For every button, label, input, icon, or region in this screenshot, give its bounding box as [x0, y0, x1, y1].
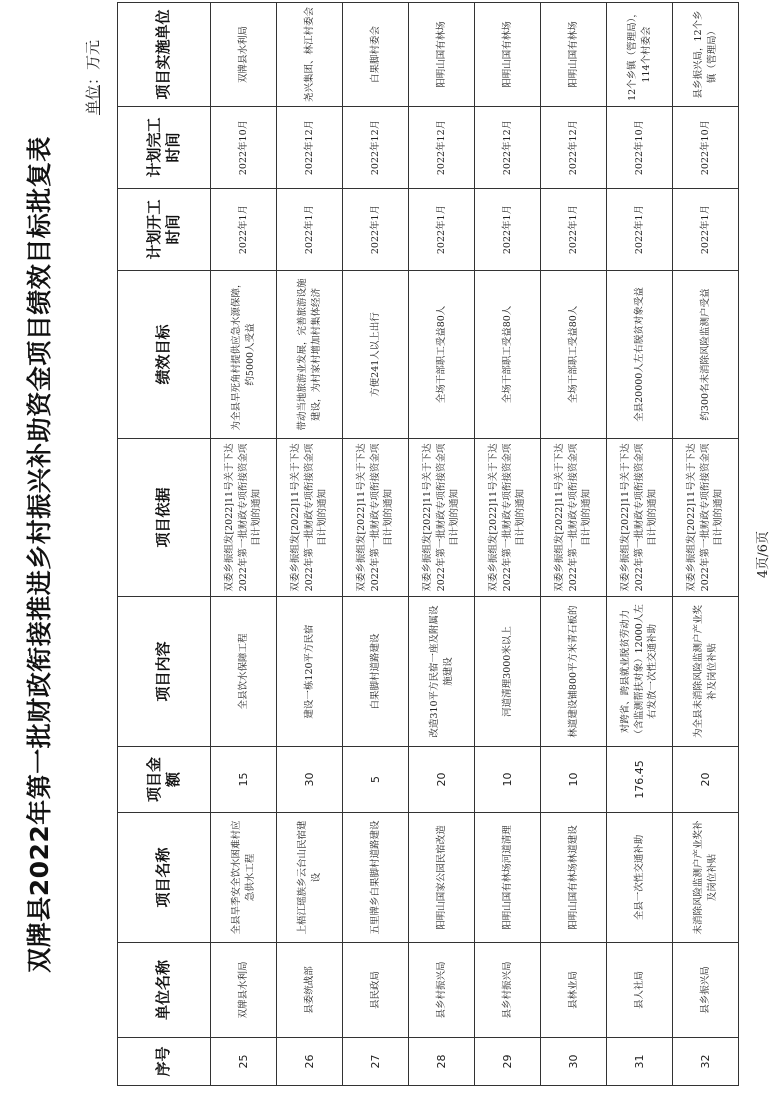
cell-amount: 5	[343, 747, 409, 813]
cell-start: 2022年1月	[607, 189, 673, 271]
cell-project-name: 未消除风险监测户产业奖补及岗位补贴	[673, 813, 739, 943]
cell-end: 2022年12月	[343, 107, 409, 189]
header-goal: 绩效目标	[118, 271, 211, 439]
cell-content: 全县饮水保障工程	[211, 597, 277, 747]
table-header-row	[118, 3, 211, 1086]
unit-value: 万元	[84, 40, 102, 71]
cell-basis: 双委乡振组发[2022]11号关于下达2022年第一批财政专项衔接资金项目计划的通知	[475, 439, 541, 597]
cell-impl: 12个乡镇（管理局），114个村委会	[607, 3, 673, 107]
cell-project-name: 五里牌乡白果脚村道路建设	[343, 813, 409, 943]
cell-impl: 阳明山国有林场	[475, 3, 541, 107]
cell-project-name: 阳明山国有林场林道建设	[541, 813, 607, 943]
header-project-name: 项目名称	[118, 813, 211, 943]
cell-goal: 约300名未消除风险监测户受益	[673, 271, 739, 439]
cell-impl: 阳明山国有林场	[541, 3, 607, 107]
cell-no: 29	[475, 1038, 541, 1086]
cell-end: 2022年10月	[607, 107, 673, 189]
table-row	[541, 3, 607, 1086]
cell-dept: 县林业局	[541, 943, 607, 1038]
cell-basis: 双委乡振组发[2022]11号关于下达2022年第一批财政专项衔接资金项目计划的通知	[277, 439, 343, 597]
cell-goal: 方便241人以上出行	[343, 271, 409, 439]
table-row	[409, 3, 475, 1086]
cell-end: 2022年12月	[277, 107, 343, 189]
cell-start: 2022年1月	[343, 189, 409, 271]
header-dept: 单位名称	[118, 943, 211, 1038]
header-content: 项目内容	[118, 597, 211, 747]
cell-project-name: 阳明山国家公园民宿改造	[409, 813, 475, 943]
cell-amount: 176.45	[607, 747, 673, 813]
cell-no: 32	[673, 1038, 739, 1086]
cell-dept: 县委统战部	[277, 943, 343, 1038]
cell-no: 26	[277, 1038, 343, 1086]
cell-impl: 尧兴集团、林江村委会	[277, 3, 343, 107]
cell-goal: 为全县旱死角村提供应急水源保障，约5000人受益	[211, 271, 277, 439]
cell-impl: 阳明山国有林场	[409, 3, 475, 107]
cell-basis: 双委乡振组发[2022]11号关于下达2022年第一批财政专项衔接资金项目计划的通知	[607, 439, 673, 597]
header-end: 计划完工时间	[118, 107, 211, 189]
page-number: 4页/6页	[756, 531, 771, 578]
cell-no: 31	[607, 1038, 673, 1086]
cell-project-name: 上梧江瑶族乡云台山民宿建设	[277, 813, 343, 943]
cell-dept: 双牌县水利局	[211, 943, 277, 1038]
cell-goal: 全县20000人左右脱贫对象受益	[607, 271, 673, 439]
cell-impl: 县乡振兴局，12个乡镇（管理局）	[673, 3, 739, 107]
cell-amount: 20	[409, 747, 475, 813]
header-no: 序号	[118, 1038, 211, 1086]
cell-no: 28	[409, 1038, 475, 1086]
cell-start: 2022年1月	[211, 189, 277, 271]
cell-end: 2022年12月	[541, 107, 607, 189]
cell-no: 27	[343, 1038, 409, 1086]
cell-content: 林道建设铺800平方米青石板的	[541, 597, 607, 747]
unit-label: 单位	[84, 85, 102, 116]
cell-end: 2022年10月	[211, 107, 277, 189]
cell-project-name: 阳明山国有林场河道清理	[475, 813, 541, 943]
table-row	[343, 3, 409, 1086]
cell-amount: 10	[541, 747, 607, 813]
cell-basis: 双委乡振组发[2022]11号关于下达2022年第一批财政专项衔接资金项目计划的通知	[673, 439, 739, 597]
cell-amount: 10	[475, 747, 541, 813]
cell-dept: 县乡振兴局	[673, 943, 739, 1038]
header-start: 计划开工时间	[118, 189, 211, 271]
approval-table	[117, 2, 739, 1086]
cell-content: 建设一栋120平方民宿	[277, 597, 343, 747]
cell-start: 2022年1月	[475, 189, 541, 271]
cell-dept: 县民政局	[343, 943, 409, 1038]
cell-start: 2022年1月	[409, 189, 475, 271]
cell-basis: 双委乡振组发[2022]11号关于下达2022年第一批财政专项衔接资金项目计划的通知	[409, 439, 475, 597]
header-basis: 项目依据	[118, 439, 211, 597]
cell-content: 改造310平方民宿一座及附属设施建设	[409, 597, 475, 747]
cell-end: 2022年12月	[409, 107, 475, 189]
cell-dept: 县乡村振兴局	[409, 943, 475, 1038]
cell-goal: 全场干部职工受益80人	[541, 271, 607, 439]
cell-start: 2022年1月	[277, 189, 343, 271]
cell-basis: 双委乡振组发[2022]11号关于下达2022年第一批财政专项衔接资金项目计划的通知	[541, 439, 607, 597]
cell-impl: 双牌县水利局	[211, 3, 277, 107]
cell-content: 对跨省、跨县就业脱贫劳动力（含监测帮扶对象）12000人左右发放一次性交通补助	[607, 597, 673, 747]
cell-basis: 双委乡振组发[2022]11号关于下达2022年第一批财政专项衔接资金项目计划的通知	[211, 439, 277, 597]
cell-content: 白果脚村道路建设	[343, 597, 409, 747]
table-row	[607, 3, 673, 1086]
cell-start: 2022年1月	[541, 189, 607, 271]
table-row	[211, 3, 277, 1086]
cell-project-name: 全县旱季安全饮水困难村应急供水工程	[211, 813, 277, 943]
cell-start: 2022年1月	[673, 189, 739, 271]
cell-end: 2022年12月	[475, 107, 541, 189]
header-impl: 项目实施单位	[118, 3, 211, 107]
cell-amount: 15	[211, 747, 277, 813]
page-title: 双牌县2022年第一批财政衔接推进乡村振兴补助资金项目绩效目标批复表	[25, 136, 54, 973]
cell-dept: 县乡村振兴局	[475, 943, 541, 1038]
cell-basis: 双委乡振组发[2022]11号关于下达2022年第一批财政专项衔接资金项目计划的通知	[343, 439, 409, 597]
cell-goal: 带动当地旅游业发展，完善旅游设施建设，为村家村增加村集体经济	[277, 271, 343, 439]
cell-impl: 白果脚村委会	[343, 3, 409, 107]
cell-content: 河道清理3000米以上	[475, 597, 541, 747]
cell-amount: 30	[277, 747, 343, 813]
cell-content: 为全县未消除风险监测户产业奖补及岗位补贴	[673, 597, 739, 747]
cell-project-name: 全县一次性交通补助	[607, 813, 673, 943]
table-row	[673, 3, 739, 1086]
cell-amount: 20	[673, 747, 739, 813]
cell-no: 30	[541, 1038, 607, 1086]
cell-end: 2022年10月	[673, 107, 739, 189]
table-row	[277, 3, 343, 1086]
unit-note: 单位：万元	[84, 40, 102, 116]
table-row	[475, 3, 541, 1086]
header-amount: 项目金额	[118, 747, 211, 813]
cell-goal: 全场干部职工受益80人	[475, 271, 541, 439]
cell-goal: 全场干部职工受益80人	[409, 271, 475, 439]
cell-dept: 县人社局	[607, 943, 673, 1038]
cell-no: 25	[211, 1038, 277, 1086]
